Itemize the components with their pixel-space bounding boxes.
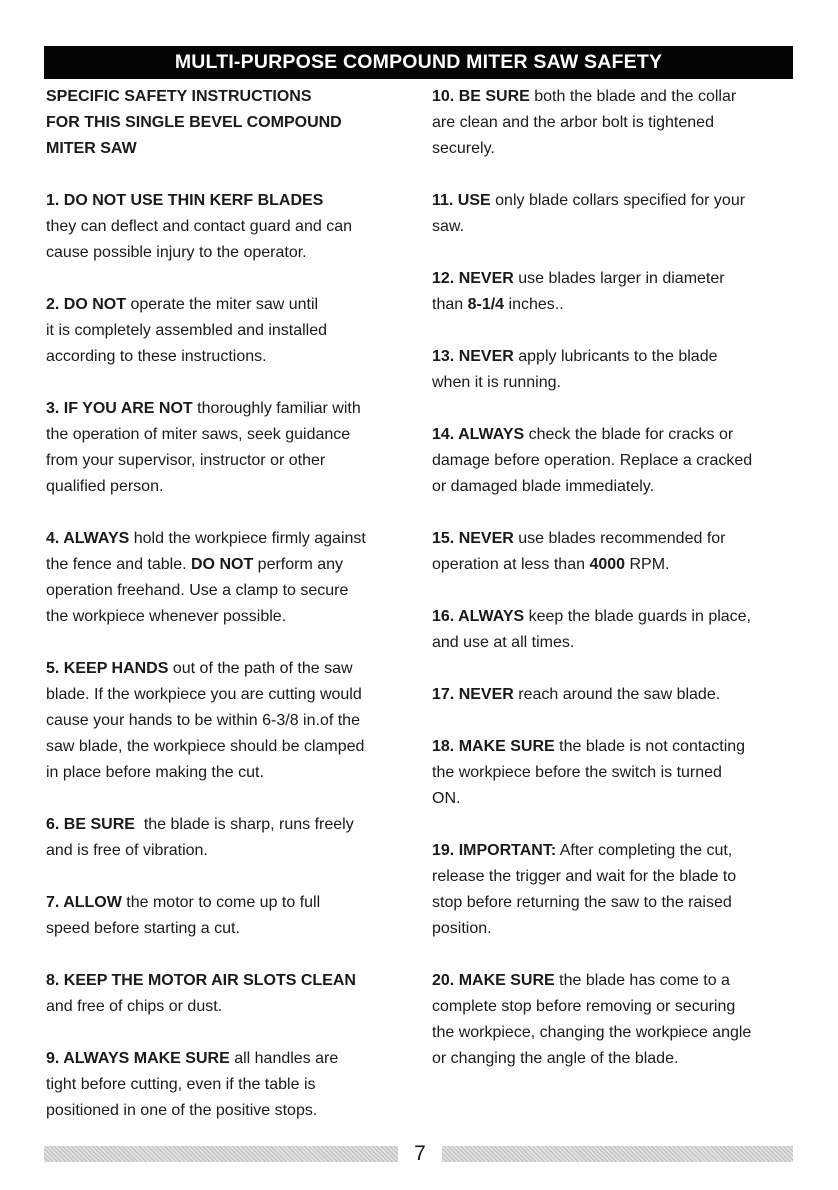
section-banner: [44, 46, 793, 79]
instruction-item-7: 7. ALLOW the motor to come up to full speed before starting a cut.: [46, 894, 321, 937]
banner-title: MULTI-PURPOSE COMPOUND MITER SAW SAFETY: [174, 51, 663, 73]
instruction-item-15: 15. NEVER use blades recommended for operation at less than 4000 RPM.: [432, 530, 726, 573]
instruction-item-4: 4. ALWAYS hold the workpiece firmly against the fence and table. DO NOT perform any operation freehand. Use a clamp to secure the workpiece whenever possible.: [46, 530, 366, 625]
right-column: [432, 84, 802, 1072]
page-number: 7: [414, 1142, 426, 1165]
section-heading: SPECIFIC SAFETY INSTRUCTIONS FOR THIS SINGLE BEVEL COMPOUND MITER SAW: [46, 88, 342, 157]
instruction-item-5: 5. KEEP HANDS out of the path of the saw blade. If the workpiece you are cutting would cause your hands to be within 6-3/8 in.of the saw blade, the workpiece should be clamped in place before making the cut.: [46, 660, 365, 781]
instruction-item-12: 12. NEVER use blades larger in diameter than 8-1/4 inches..: [432, 270, 725, 313]
instruction-item-14: 14. ALWAYS check the blade for cracks or damage before operation. Replace a cracked or damaged blade immediately.: [432, 426, 753, 495]
footer-stripe-left: [44, 1146, 398, 1162]
instruction-item-9: 9. ALWAYS MAKE SURE all handles are tight before cutting, even if the table is positioned in one of the positive stops.: [46, 1050, 339, 1119]
instruction-item-6: 6. BE SURE the blade is sharp, runs freely and is free of vibration.: [46, 816, 354, 859]
instruction-item-8: 8. KEEP THE MOTOR AIR SLOTS CLEAN and free of chips or dust.: [46, 972, 356, 1015]
instruction-item-10: 10. BE SURE both the blade and the collar are clean and the arbor bolt is tightened securely.: [432, 88, 737, 157]
left-column: [46, 84, 414, 1124]
instruction-item-16: 16. ALWAYS keep the blade guards in place, and use at all times.: [432, 608, 752, 651]
instruction-item-1: 1. DO NOT USE THIN KERF BLADES they can deflect and contact guard and can cause possible injury to the operator.: [46, 192, 352, 261]
instruction-item-3: 3. IF YOU ARE NOT thoroughly familiar with the operation of miter saws, seek guidance from your supervisor, instructor or other qualified person.: [46, 400, 361, 495]
instruction-item-2: 2. DO NOT operate the miter saw until it is completely assembled and installed according to these instructions.: [46, 296, 328, 365]
instruction-item-17: 17. NEVER reach around the saw blade.: [432, 686, 721, 703]
instruction-item-18: 18. MAKE SURE the blade is not contacting the workpiece before the switch is turned ON.: [432, 738, 746, 807]
footer-stripe-right: [442, 1146, 793, 1162]
instruction-item-13: 13. NEVER apply lubricants to the blade when it is running.: [432, 348, 718, 391]
instruction-item-19: 19. IMPORTANT: After completing the cut, release the trigger and wait for the blade to stop before returning the saw to the raised position.: [432, 842, 737, 937]
page-footer: [44, 1140, 793, 1168]
instruction-item-11: 11. USE only blade collars specified for your saw.: [432, 192, 746, 235]
instruction-item-20: 20. MAKE SURE the blade has come to a complete stop before removing or securing the workpiece, changing the workpiece angle or changing the angle of the blade.: [432, 972, 752, 1067]
